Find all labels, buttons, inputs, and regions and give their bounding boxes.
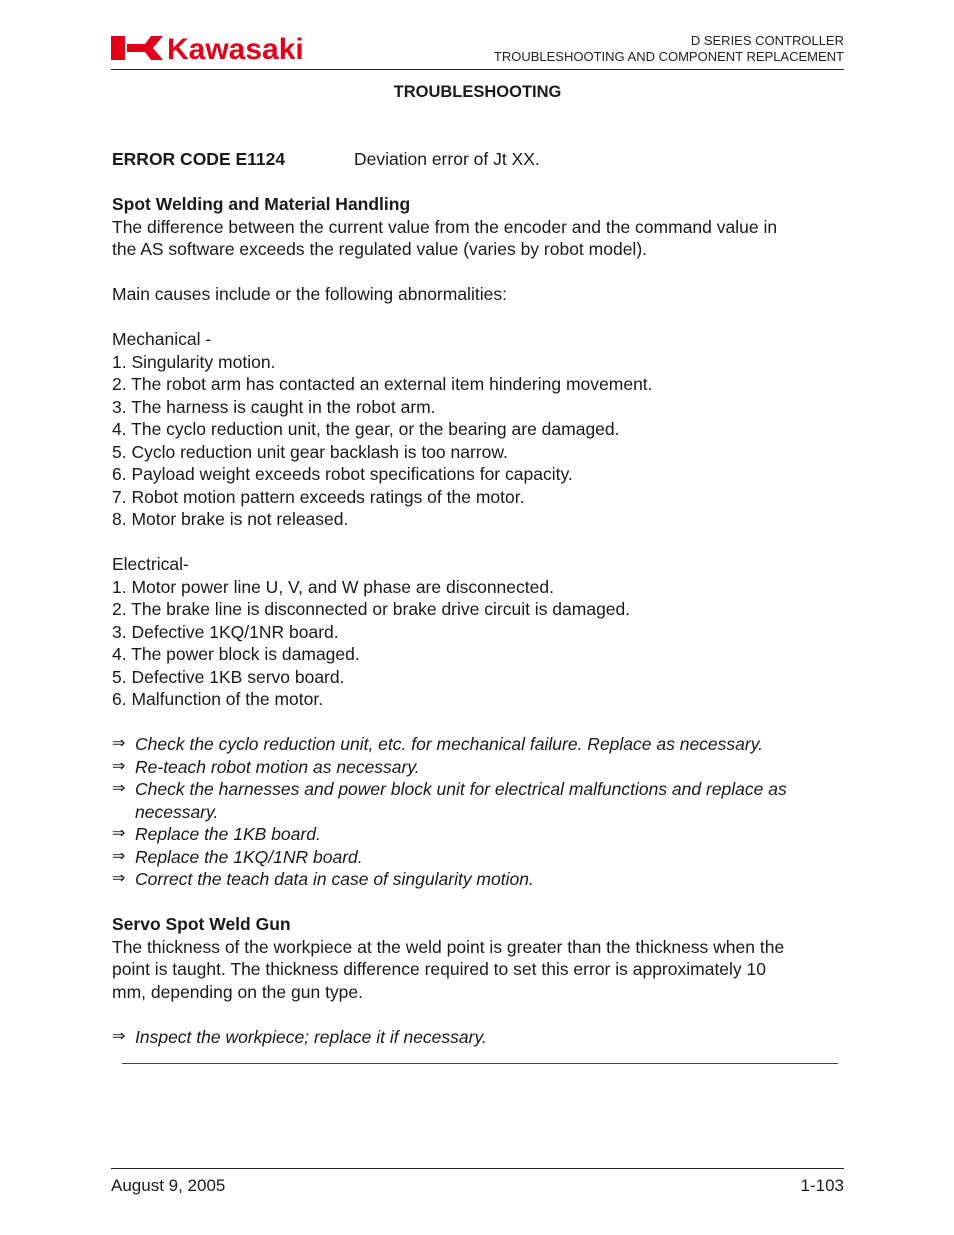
check-text: Re-teach robot motion as necessary.: [135, 756, 420, 777]
servo-description-line2: point is taught. The thickness difference required to set this error is approximately 10: [112, 959, 767, 979]
check-text: Check the cyclo reduction unit, etc. for mechanical failure. Replace as necessary.: [135, 734, 764, 754]
servo-heading: Servo Spot Weld Gun: [112, 914, 291, 934]
check-text: Check the harnesses and power block unit for electrical malfunctions and replace as necessary.: [135, 779, 787, 822]
header-title-line2: TROUBLESHOOTING AND COMPONENT REPLACEMENT: [493, 49, 844, 64]
spot-description-line1: The difference between the current value from the encoder and the command value in: [112, 216, 778, 237]
footer-page-number: 1-103: [800, 1176, 844, 1195]
arrow-icon: ⇒: [112, 1027, 126, 1045]
arrow-icon: ⇒: [112, 847, 126, 865]
kawasaki-logo-mark: [111, 33, 391, 63]
document-body: [112, 148, 844, 1048]
error-code: ERROR CODE E1124: [112, 149, 286, 169]
spot-description-line2: the AS software exceeds the regulated value (varies by robot model).: [112, 239, 648, 259]
check-item: [112, 1026, 844, 1049]
logo-brand-text: Kawasaki: [167, 33, 304, 63]
arrow-icon: ⇒: [112, 757, 126, 775]
section-title: TROUBLESHOOTING: [393, 83, 562, 101]
list-item: 1. Motor power line U, V, and W phase are disconnected.: [112, 576, 554, 597]
list-item: 5. Defective 1KB servo board.: [112, 666, 345, 687]
section-end-rule: [122, 1063, 838, 1064]
list-item: 6. Payload weight exceeds robot specifications for capacity.: [112, 464, 573, 484]
header-title-line1: D SERIES CONTROLLER: [690, 33, 844, 48]
list-item: 1. Singularity motion.: [112, 351, 276, 372]
list-item: 5. Cyclo reduction unit gear backlash is too narrow.: [112, 441, 508, 462]
check-text: Correct the teach data in case of singularity motion.: [135, 869, 534, 889]
arrow-icon: ⇒: [112, 870, 126, 887]
list-item: 6. Malfunction of the motor.: [112, 689, 324, 709]
arrow-icon: ⇒: [112, 825, 126, 842]
list-item: 4. The power block is damaged.: [112, 644, 360, 664]
list-item: 2. The brake line is disconnected or brake drive circuit is damaged.: [112, 599, 631, 619]
list-item: 3. Defective 1KQ/1NR board.: [112, 621, 339, 642]
arrow-icon: ⇒: [112, 735, 126, 752]
servo-description-line3: mm, depending on the gun type.: [112, 981, 364, 1002]
spot-heading: Spot Welding and Material Handling: [112, 194, 411, 214]
footer-date: August 9, 2005: [111, 1176, 226, 1195]
list-item: 8. Motor brake is not released.: [112, 509, 349, 529]
error-description: Deviation error of Jt XX.: [354, 149, 540, 169]
check-item: [112, 756, 844, 779]
check-item: [112, 846, 844, 869]
check-item: [112, 733, 844, 756]
servo-description-line1: The thickness of the workpiece at the weld point is greater than the thickness when the: [112, 936, 785, 957]
error-code-line: [112, 148, 844, 171]
header-title: [494, 33, 844, 65]
causes-intro: Main causes include or the following abnormalities:: [112, 284, 507, 304]
check-item: [112, 868, 844, 891]
list-item: 3. The harness is caught in the robot arm.: [112, 396, 436, 417]
footer-rule: [111, 1168, 844, 1169]
list-item: 2. The robot arm has contacted an external item hindering movement.: [112, 374, 653, 394]
check-text: Replace the 1KQ/1NR board.: [135, 846, 363, 867]
list-item: 7. Robot motion pattern exceeds ratings of the motor.: [112, 486, 525, 507]
check-item: [112, 823, 844, 846]
kawasaki-logo: [111, 33, 391, 63]
header-rule: [111, 69, 844, 70]
list-item: 4. The cyclo reduction unit, the gear, or the bearing are damaged.: [112, 419, 620, 439]
mechanical-heading: Mechanical -: [112, 329, 212, 349]
check-text: Inspect the workpiece; replace it if necessary.: [135, 1026, 487, 1047]
check-text: Replace the 1KB board.: [135, 824, 321, 844]
check-item: [112, 778, 844, 823]
arrow-icon: ⇒: [112, 780, 126, 797]
electrical-heading: Electrical-: [112, 554, 189, 574]
